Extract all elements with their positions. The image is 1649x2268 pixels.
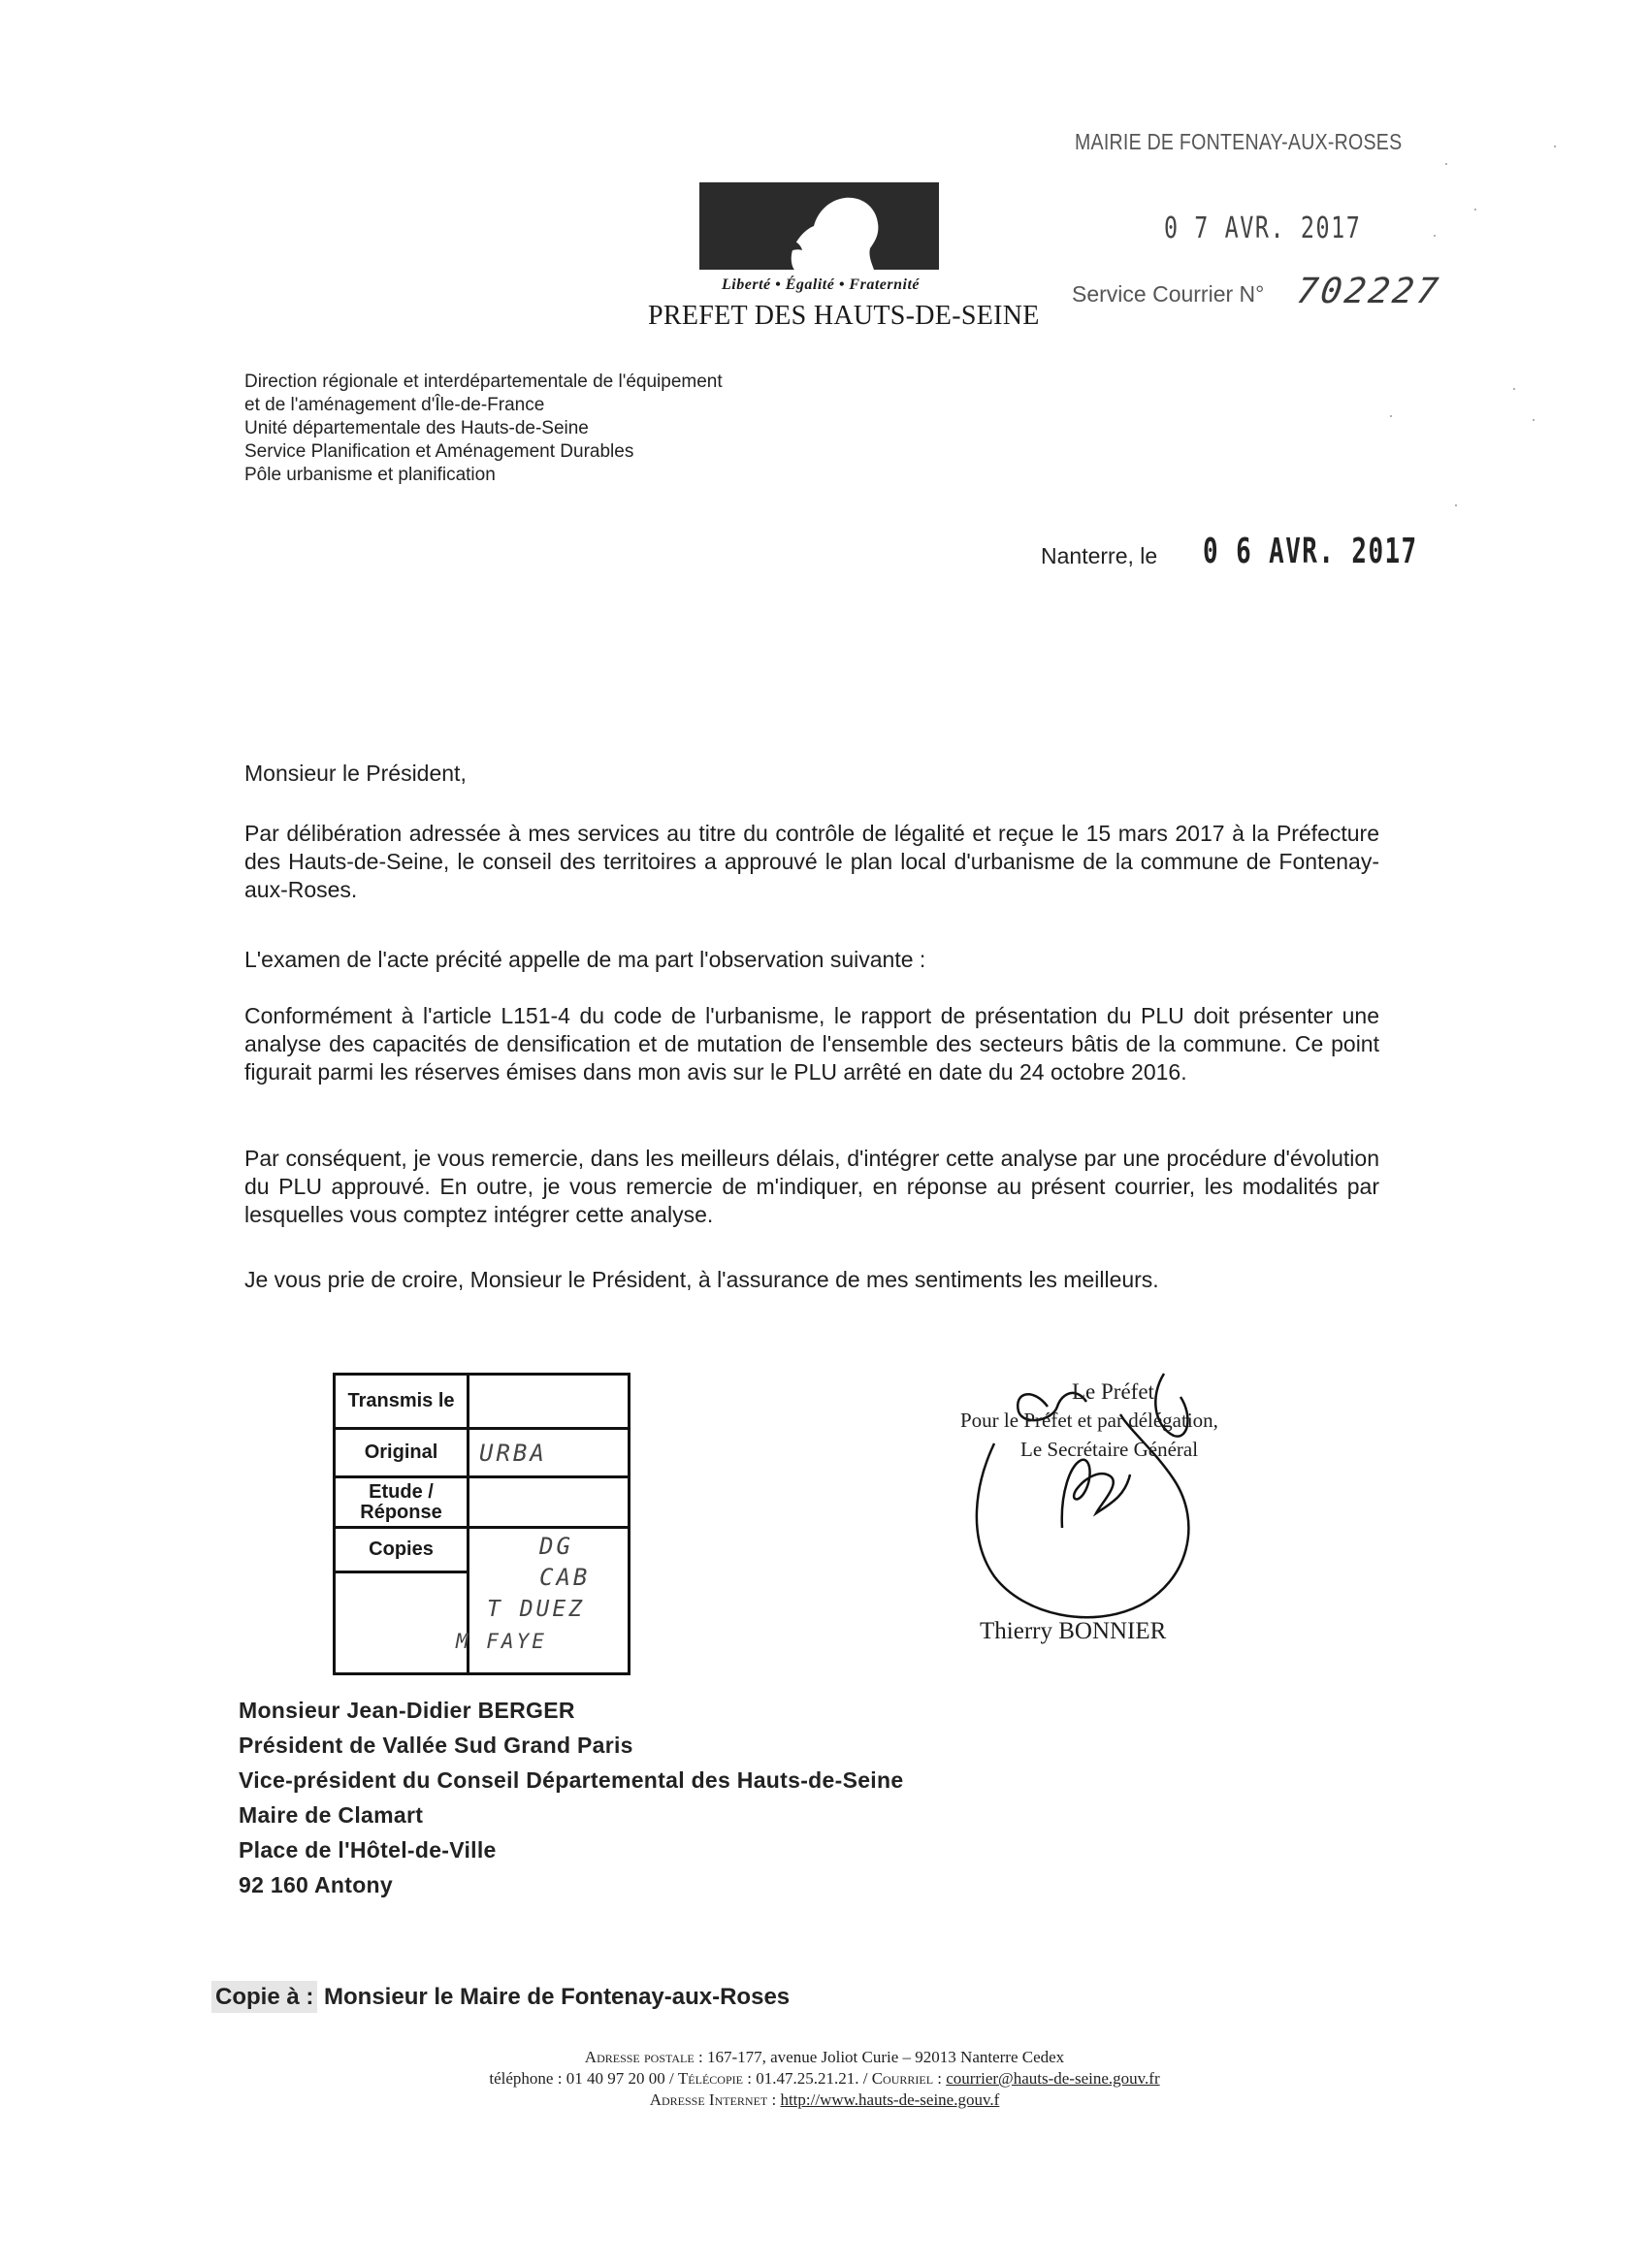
- scan-speck: [1390, 415, 1392, 417]
- routing-row: [336, 1376, 628, 1430]
- scan-speck: [1533, 419, 1535, 421]
- routing-spacer: [336, 1573, 469, 1672]
- routing-label: Copies: [336, 1529, 469, 1573]
- copy-label: Copie à :: [211, 1981, 317, 2013]
- scan-speck: [1554, 146, 1556, 147]
- signatory-role: Le Secrétaire Général: [1020, 1438, 1199, 1461]
- signatory-name: Thierry BONNIER: [980, 1618, 1167, 1644]
- sender-line: Unité départementale des Hauts-de-Seine: [244, 418, 589, 438]
- copy-handwritten: CAB: [539, 1564, 591, 1591]
- scan-speck: [1513, 388, 1515, 390]
- scan-speck: [1445, 163, 1447, 165]
- mail-label: Courriel :: [871, 2069, 942, 2088]
- fax-label: Télécopie :: [677, 2069, 752, 2088]
- routing-value-handwritten: URBA: [479, 1440, 547, 1467]
- copy-line: [211, 1984, 790, 2011]
- letter-paragraph: Par conséquent, je vous remercie, dans les meilleurs délais, d'intégrer cette analyse par une procédure d'évolution du PLU approuvé. En outre, je vous remercie de m'indiquer, en réponse au présent courrier, les modalités par lesquelles vous comptez intégrer cette analyse.: [244, 1146, 1379, 1227]
- sender-line: Service Planification et Aménagement Durables: [244, 441, 634, 462]
- copy-handwritten: M FAYE: [456, 1630, 547, 1653]
- scan-speck: [1434, 235, 1436, 237]
- signatory-delegation: Pour le Préfet et par délégation,: [960, 1409, 1218, 1432]
- web-label: Adresse Internet :: [649, 2090, 777, 2109]
- addressee-line: Monsieur Jean-Didier BERGER: [239, 1698, 575, 1723]
- footer-postal: [340, 2047, 1310, 2068]
- scan-speck: [1474, 209, 1476, 211]
- postal-label: Adresse postale :: [584, 2048, 703, 2066]
- letter-paragraph: Conformément à l'article L151-4 du code de l'urbanisme, le rapport de présentation du PLU doit présenter une analyse des capacités de densification et de mutation de l'ensemble des secteurs bâtis de la commune. Ce point figurait parmi les réserves émises dans mon avis sur le PLU arrêté en date du 24 octobre 2016.: [244, 1003, 1379, 1085]
- sender-line: et de l'aménagement d'Île-de-France: [244, 395, 545, 415]
- routing-label: Transmis le: [336, 1376, 469, 1427]
- copy-handwritten: DG: [539, 1533, 573, 1560]
- sender-block: [244, 371, 723, 487]
- footer: [340, 2047, 1310, 2111]
- addressee-line: Place de l'Hôtel-de-Ville: [239, 1837, 497, 1863]
- sender-line: Pôle urbanisme et planification: [244, 465, 496, 485]
- service-courrier-label: Service Courrier N°: [1072, 281, 1265, 307]
- addressee-block: [239, 1693, 903, 1902]
- signatory-title: Le Préfet: [1072, 1379, 1154, 1404]
- routing-row: [336, 1478, 628, 1529]
- sender-line: Direction régionale et interdépartementale de l'équipement: [244, 372, 723, 392]
- addressee-line: 92 160 Antony: [239, 1872, 393, 1897]
- routing-row: [336, 1430, 628, 1478]
- place-label: Nanterre, le: [1041, 543, 1158, 568]
- salutation: Monsieur le Président,: [244, 761, 467, 786]
- footer-web: [340, 2090, 1310, 2111]
- letter-paragraph: L'examen de l'acte précité appelle de ma part l'observation suivante :: [244, 947, 926, 972]
- footer-contact: téléphone : 01 40 97 20 00 / Télécopie : 01.47.25.21.21. / Courriel : courrier@hauts-de-seine.gouv.fr: [489, 2069, 1160, 2088]
- letter-paragraph: Par délibération adressée à mes services au titre du contrôle de légalité et reçue le 15 mars 2017 à la Préfecture des Hauts-de-Seine, le conseil des territoires a approuvé le plan local d'urbanisme de la commune de Fontenay-aux-Roses.: [244, 821, 1379, 902]
- postal-value: 167-177, avenue Joliot Curie – 92013 Nanterre Cedex: [706, 2048, 1065, 2066]
- routing-label: Etude / Réponse: [336, 1478, 469, 1526]
- addressee-line: Maire de Clamart: [239, 1802, 424, 1828]
- prefecture-title: PREFET DES HAUTS-DE-SEINE: [648, 301, 1040, 331]
- routing-value: [469, 1376, 628, 1427]
- routing-label: Original: [336, 1430, 469, 1475]
- phone-label: téléphone :: [489, 2069, 563, 2088]
- scan-speck: [1455, 504, 1457, 506]
- received-date-stamp: 0 7 AVR. 2017: [1164, 211, 1362, 245]
- mairie-stamp: MAIRIE DE FONTENAY-AUX-ROSES: [1075, 129, 1403, 154]
- courrier-number: 702227: [1294, 272, 1443, 311]
- letter-date-stamp: 0 6 AVR. 2017: [1203, 532, 1418, 571]
- routing-value: [469, 1478, 628, 1526]
- web-link[interactable]: http://www.hauts-de-seine.gouv.f: [780, 2090, 1000, 2109]
- republic-motto: Liberté • Égalité • Fraternité: [722, 276, 920, 293]
- copy-handwritten: T DUEZ: [487, 1597, 586, 1622]
- addressee-line: Vice-président du Conseil Départemental des Hauts-de-Seine: [239, 1767, 904, 1793]
- fax-value: 01.47.25.21.21.: [756, 2069, 859, 2088]
- signature-scribble: [955, 1368, 1217, 1630]
- phone-value: 01 40 97 20 00: [566, 2069, 665, 2088]
- closing-paragraph: Je vous prie de croire, Monsieur le Président, à l'assurance de mes sentiments les meilleurs.: [244, 1267, 1159, 1292]
- copy-recipient: Monsieur le Maire de Fontenay-aux-Roses: [324, 1984, 791, 2010]
- marianne-icon: [699, 182, 939, 270]
- addressee-line: Président de Vallée Sud Grand Paris: [239, 1733, 633, 1758]
- marianne-logo: [699, 182, 939, 270]
- mail-link[interactable]: courrier@hauts-de-seine.gouv.fr: [946, 2069, 1160, 2088]
- routing-row: [336, 1529, 628, 1672]
- routing-table: [333, 1373, 630, 1675]
